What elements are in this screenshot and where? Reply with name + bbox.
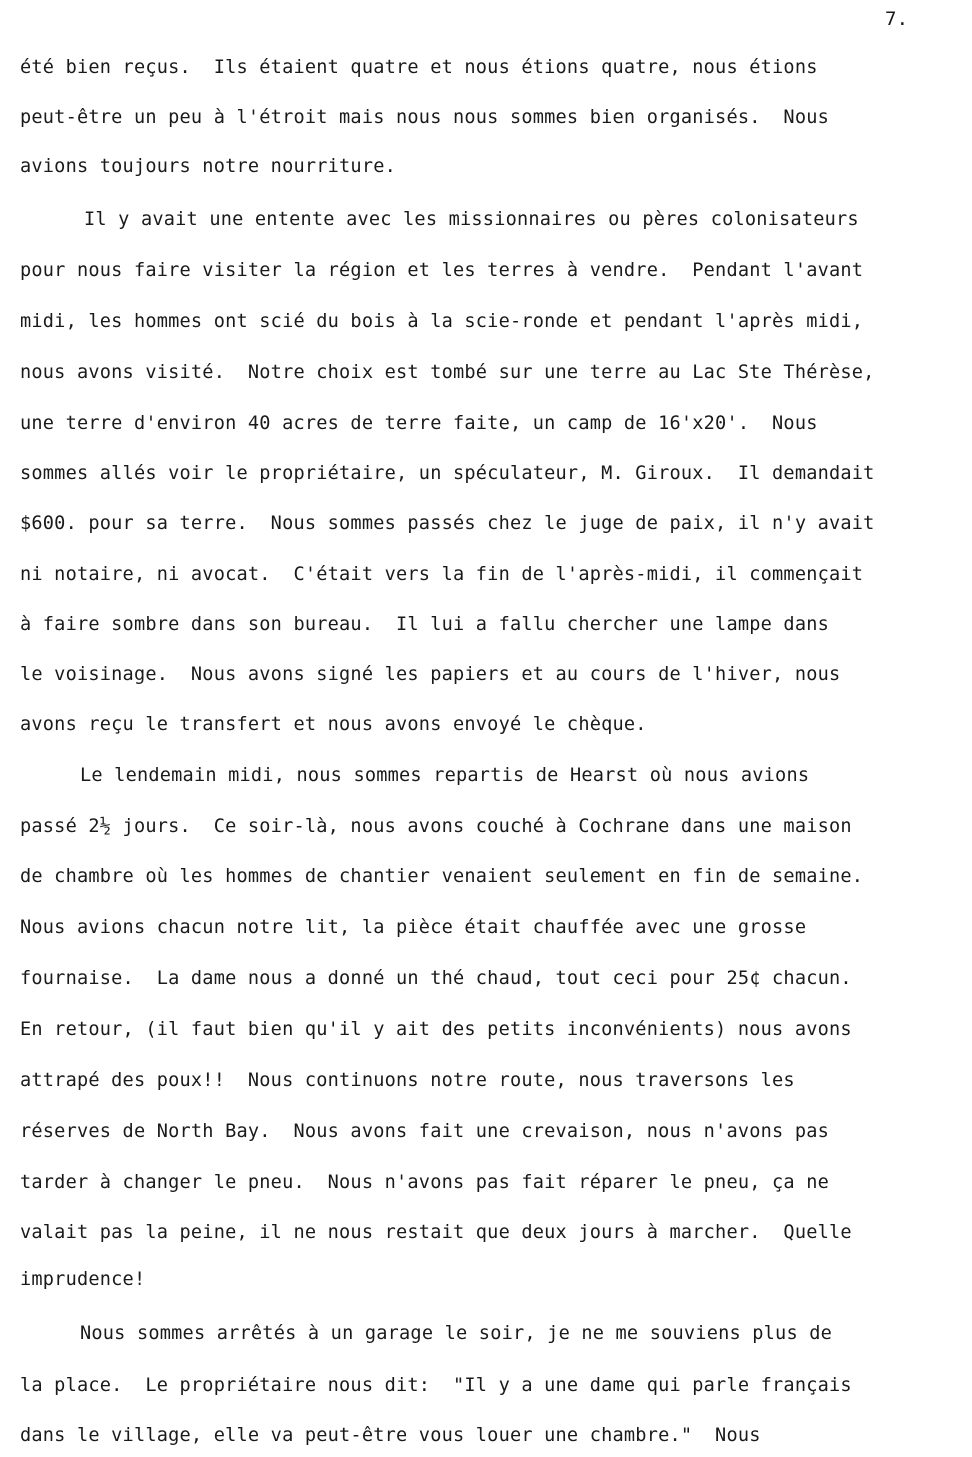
text-line: peut-être un peu à l'étroit mais nous nous sommes bien organisés. Nous <box>20 107 830 128</box>
text-line: passé 2½ jours. Ce soir-là, nous avons couché à Cochrane dans une maison <box>20 816 852 837</box>
text-line: tarder à changer le pneu. Nous n'avons pas fait réparer le pneu, ça ne <box>20 1172 830 1193</box>
text-line: dans le village, elle va peut-être vous louer une chambre." Nous <box>20 1425 761 1446</box>
text-line: réserves de North Bay. Nous avons fait une crevaison, nous n'avons pas <box>20 1121 830 1142</box>
text-line: fournaise. La dame nous a donné un thé chaud, tout ceci pour 25¢ chacun. <box>20 968 852 989</box>
text-line: une terre d'environ 40 acres de terre faite, un camp de 16'x20'. Nous <box>20 413 818 434</box>
text-line: valait pas la peine, il ne nous restait que deux jours à marcher. Quelle <box>20 1222 852 1243</box>
text-line: attrapé des poux!! Nous continuons notre route, nous traversons les <box>20 1070 795 1091</box>
paragraph-start-line: Nous sommes arrêtés à un garage le soir, je ne me souviens plus de <box>80 1323 833 1344</box>
text-line: avons reçu le transfert et nous avons envoyé le chèque. <box>20 714 647 735</box>
page-number: 7. <box>885 8 909 30</box>
text-line: En retour, (il faut bien qu'il y ait des petits inconvénients) nous avons <box>20 1019 852 1040</box>
text-line: pour nous faire visiter la région et les terres à vendre. Pendant l'avant <box>20 260 864 281</box>
text-line: avions toujours notre nourriture. <box>20 156 397 177</box>
text-line: le voisinage. Nous avons signé les papiers et au cours de l'hiver, nous <box>20 664 841 685</box>
paragraph-start-line: Le lendemain midi, nous sommes repartis de Hearst où nous avions <box>80 765 810 786</box>
text-line: $600. pour sa terre. Nous sommes passés chez le juge de paix, il n'y avait <box>20 513 875 534</box>
text-line: la place. Le propriétaire nous dit: "Il y a une dame qui parle français <box>20 1375 852 1396</box>
text-line: nous avons visité. Notre choix est tombé sur une terre au Lac Ste Thérèse, <box>20 362 875 383</box>
text-line: sommes allés voir le propriétaire, un spéculateur, M. Giroux. Il demandait <box>20 463 875 484</box>
text-line: imprudence! <box>20 1269 146 1290</box>
text-line: de chambre où les hommes de chantier venaient seulement en fin de semaine. <box>20 866 864 887</box>
text-line: midi, les hommes ont scié du bois à la scie-ronde et pendant l'après midi, <box>20 311 864 332</box>
text-line: à faire sombre dans son bureau. Il lui a fallu chercher une lampe dans <box>20 614 830 635</box>
text-line: ni notaire, ni avocat. C'était vers la fin de l'après-midi, il commençait <box>20 564 864 585</box>
paragraph-start-line: Il y avait une entente avec les missionnaires ou pères colonisateurs <box>84 209 859 230</box>
text-line: Nous avions chacun notre lit, la pièce était chauffée avec une grosse <box>20 917 807 938</box>
text-line: été bien reçus. Ils étaient quatre et nous étions quatre, nous étions <box>20 57 818 78</box>
